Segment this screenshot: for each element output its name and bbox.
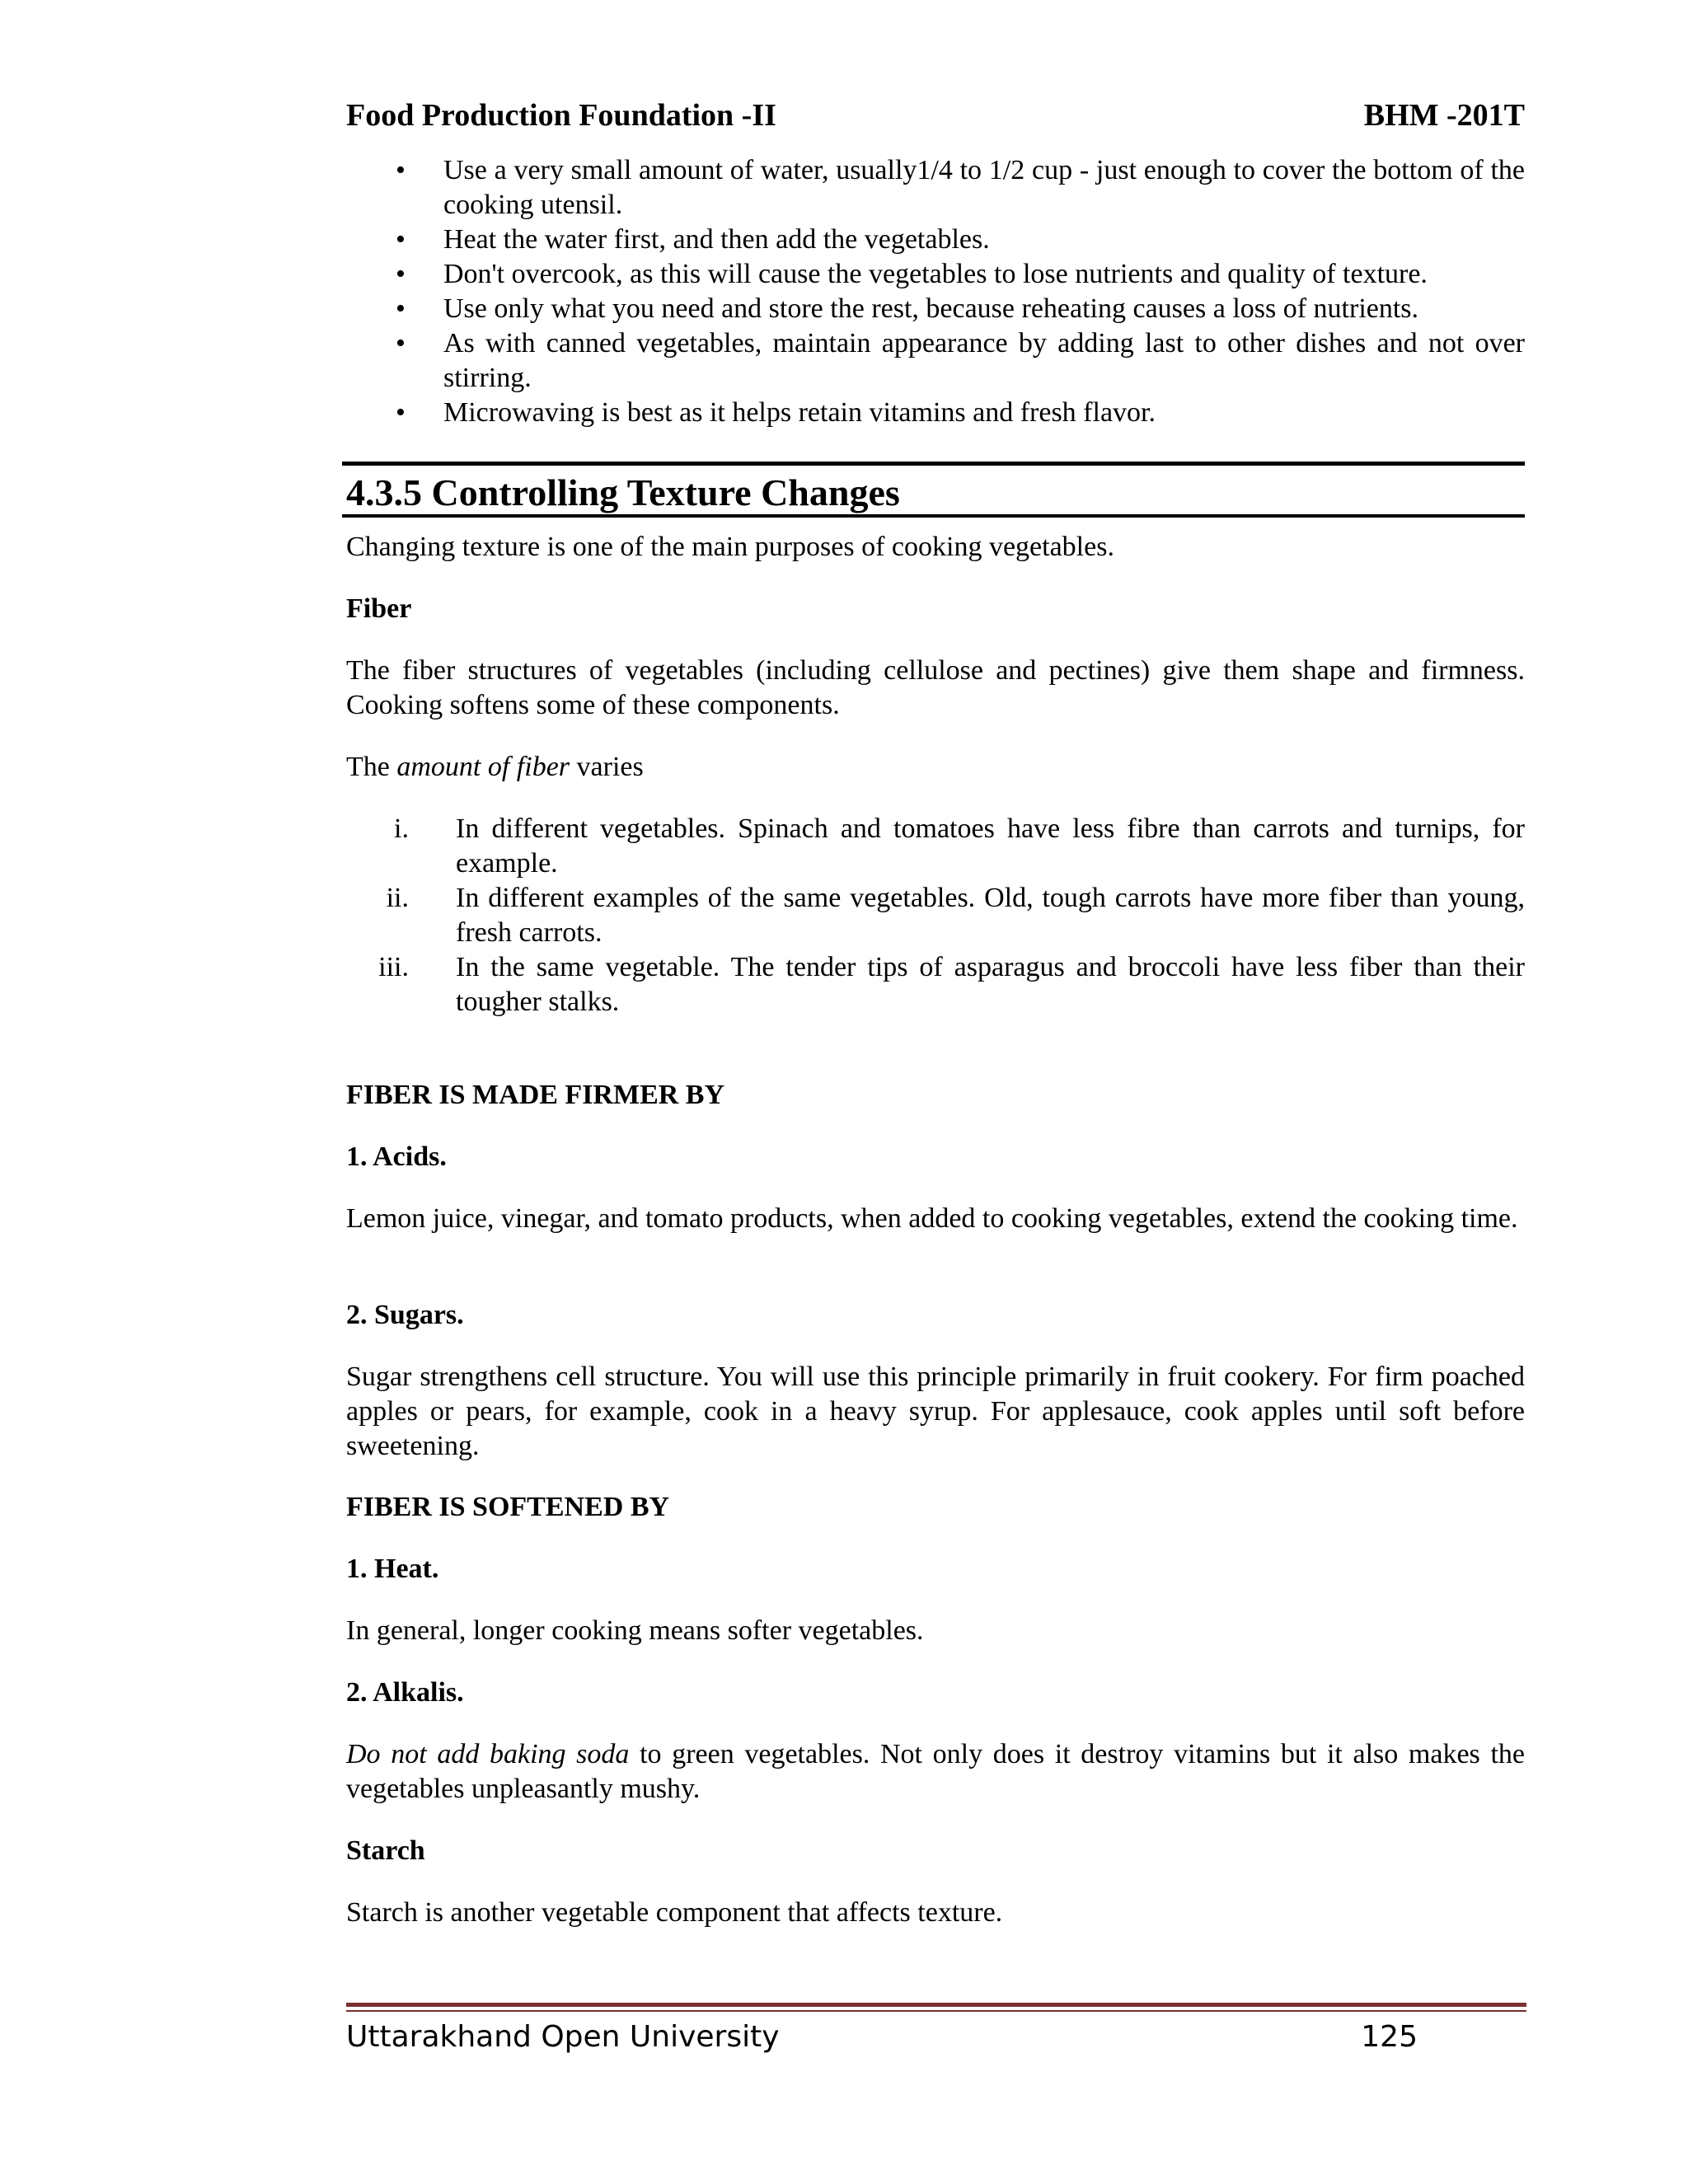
starch-heading: Starch	[346, 1835, 425, 1866]
list-number: iii.	[378, 952, 409, 982]
list-item: • As with canned vegetables, maintain appearance by adding last to other dishes and not over stirring.	[396, 326, 1525, 396]
alkalis-emphasis: Do not add baking soda	[346, 1739, 630, 1769]
tips-bullet-list	[396, 153, 1525, 430]
list-item: • Use only what you need and store the rest, because reheating causes a loss of nutrients.	[396, 292, 1525, 326]
fiber-paragraph: The fiber structures of vegetables (including cellulose and pectines) give them shape and firmness. Cooking softens some of these components.	[346, 655, 1525, 720]
firmer-heading: FIBER IS MADE FIRMER BY	[346, 1080, 725, 1110]
footer-rule	[346, 2003, 1526, 2007]
sugars-heading: 2. Sugars.	[346, 1300, 464, 1330]
heat-heading: 1. Heat.	[346, 1554, 439, 1584]
varies-post: varies	[570, 752, 644, 782]
list-text: In the same vegetable. The tender tips of asparagus and broccoli have less fiber than their tougher stalks.	[456, 952, 1525, 1017]
list-item: • Heat the water first, and then add the vegetables.	[396, 223, 1525, 257]
section-rule-top	[342, 462, 1525, 466]
fiber-varies-line	[346, 750, 1525, 785]
varies-emphasis: amount of fiber	[396, 752, 570, 782]
university-name: Uttarakhand Open University	[346, 2020, 780, 2054]
fiber-variation-list	[346, 812, 1525, 1019]
intro-paragraph: Changing texture is one of the main purposes of cooking vegetables.	[346, 532, 1114, 562]
list-number: i.	[394, 813, 409, 844]
varies-pre: The	[346, 752, 397, 782]
list-item: • Use a very small amount of water, usually1/4 to 1/2 cup - just enough to cover the bottom of the cooking utensil.	[396, 153, 1525, 223]
alkalis-heading: 2. Alkalis.	[346, 1677, 464, 1708]
list-item: • Don't overcook, as this will cause the vegetables to lose nutrients and quality of texture.	[396, 257, 1525, 292]
footer-rule-thin	[346, 2010, 1526, 2012]
page-footer	[346, 2019, 1418, 2055]
sugars-paragraph: Sugar strengthens cell structure. You will use this principle primarily in fruit cookery. For firm poached apples or pears, for example, cook in a heavy syrup. For applesauce, cook apples until soft before sweetening.	[346, 1361, 1525, 1461]
list-item	[346, 812, 1525, 881]
list-number: ii.	[386, 883, 409, 913]
alkalis-paragraph	[346, 1737, 1525, 1807]
list-text: In different vegetables. Spinach and tomatoes have less fibre than carrots and turnips, for example.	[456, 813, 1525, 879]
section-title: 4.3.5 Controlling Texture Changes	[346, 471, 900, 513]
list-item	[346, 950, 1525, 1019]
acids-heading: 1. Acids.	[346, 1141, 447, 1172]
fiber-heading: Fiber	[346, 593, 412, 624]
course-code: BHM -201T	[1363, 98, 1525, 133]
course-title: Food Production Foundation -II	[346, 98, 776, 133]
section-rule-bottom	[342, 514, 1525, 518]
list-item	[346, 881, 1525, 950]
list-text: In different examples of the same vegetables. Old, tough carrots have more fiber than young, fresh carrots.	[456, 883, 1525, 948]
page-header	[346, 97, 1525, 134]
alkalis-text: to green vegetables. Not only does it destroy vitamins but it also makes the vegetables unpleasantly mushy.	[346, 1739, 1525, 1804]
softened-heading: FIBER IS SOFTENED BY	[346, 1492, 670, 1522]
page-number: 125	[1361, 2020, 1418, 2054]
list-item: • Microwaving is best as it helps retain vitamins and fresh flavor.	[396, 396, 1525, 430]
starch-paragraph: Starch is another vegetable component that affects texture.	[346, 1897, 1003, 1928]
acids-paragraph: Lemon juice, vinegar, and tomato products, when added to cooking vegetables, extend the cooking time.	[346, 1203, 1518, 1234]
heat-paragraph: In general, longer cooking means softer vegetables.	[346, 1615, 924, 1646]
